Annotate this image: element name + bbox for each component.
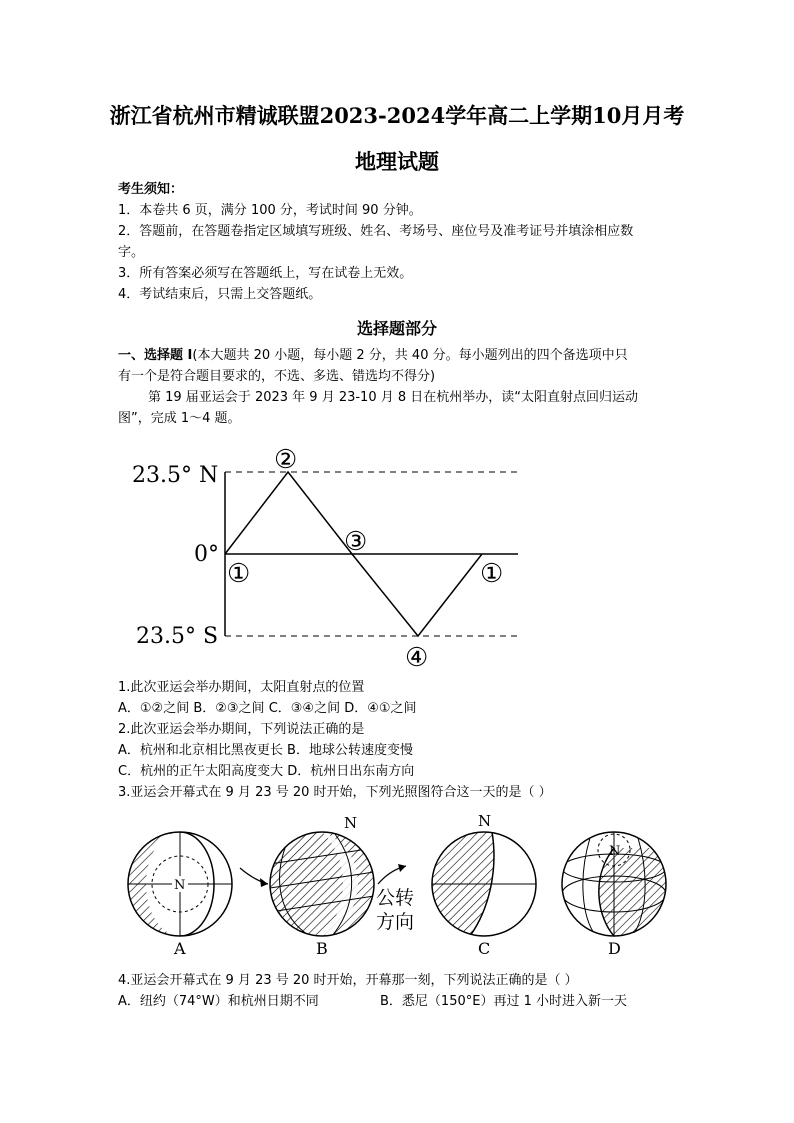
question-4-options [118,992,678,1012]
globe-b [270,814,374,958]
globe-c [432,812,536,958]
globe-c-north: N [478,812,492,830]
rotation-arrow-head [398,864,406,872]
globe-a [128,832,232,958]
arrow-a-b-head [260,878,268,887]
globe-c-label: C [478,939,491,958]
stem-line1: 第 19 届亚运会于 2023 年 9 月 23-10 月 8 日在杭州举办，读“太阳直射点回归运动 [148,390,639,405]
question-4: 4.亚运会开幕式在 9 月 23 号 20 时开始，开幕那一刻，下列说法正确的是（ ） [118,973,578,988]
marker-4: ④ [405,643,429,672]
question-4-option-b: B．悉尼（150°E）再过 1 小时进入新一天 [380,994,627,1009]
marker-1-left: ① [227,559,251,589]
notice-item-2: 2．答题前，在答题卷指定区域填写班级、姓名、考场号、座位号及准考证号并填涂相应数 [118,224,634,239]
illumination-figure [120,808,680,968]
label-23-5-s: 23.5° S [136,624,219,649]
notice-heading: 考生须知： [118,182,184,197]
label-equator: 0° [194,542,219,567]
label-23-5-n: 23.5° N [132,463,219,488]
stem-line2: 图”，完成 1～4 题。 [118,411,241,426]
notice-item-3: 3．所有答案必须写在答题纸上，写在试卷上无效。 [118,266,413,281]
rotation-label-1: 公转 [376,887,415,909]
part1-intro-line2: 有一个是符合题目要求的，不选、多选、错选均不得分) [118,369,436,384]
section-title: 选择题部分 [356,319,437,338]
rotation-label-2: 方向 [376,911,415,933]
question-4-option-a: A．纽约（74°W）和杭州日期不同 [118,994,319,1009]
exam-title: 浙江省杭州市精诚联盟2023-2024学年高二上学期10月月考 [109,103,685,128]
globe-a-north: N [174,878,186,893]
globe-d-north: N [609,844,621,859]
part1-intro [118,346,678,366]
marker-2: ② [274,445,298,475]
question-1: 1.此次亚运会举办期间，太阳直射点的位置 [118,680,365,695]
question-3: 3.亚运会开幕式在 9 月 23 号 20 时开始，下列光照图符合这一天的是（ ） [118,785,552,800]
globe-b-label: B [316,939,328,958]
part1-label: 一、选择题 I [118,348,193,363]
solar-migration-figure [120,440,540,672]
part1-intro-text: (本大题共 20 小题，每小题 2 分，共 40 分。每小题列出的四个备选项中只 [192,348,628,363]
notice-item-2-cont: 字。 [118,245,145,260]
question-2: 2.此次亚运会举办期间，下列说法正确的是 [118,722,365,737]
question-1-options: A．①②之间 B．②③之间 C．③④之间 D．④①之间 [118,701,417,716]
marker-3: ③ [344,527,368,557]
notice-item-1: 1．本卷共 6 页，满分 100 分，考试时间 90 分钟。 [118,203,422,218]
notice-item-4: 4．考试结束后，只需上交答题纸。 [118,287,322,302]
globe-b-north: N [344,814,358,832]
question-2-options-1: A．杭州和北京相比黑夜更长 B．地球公转速度变慢 [118,743,413,758]
globe-d [562,832,666,958]
globe-d-label: D [608,939,621,958]
subject-title: 地理试题 [355,149,439,174]
globe-a-label: A [174,939,186,958]
marker-1-right: ① [480,559,504,589]
question-2-options-2: C．杭州的正午太阳高度变大 D．杭州日出东南方向 [118,764,415,779]
